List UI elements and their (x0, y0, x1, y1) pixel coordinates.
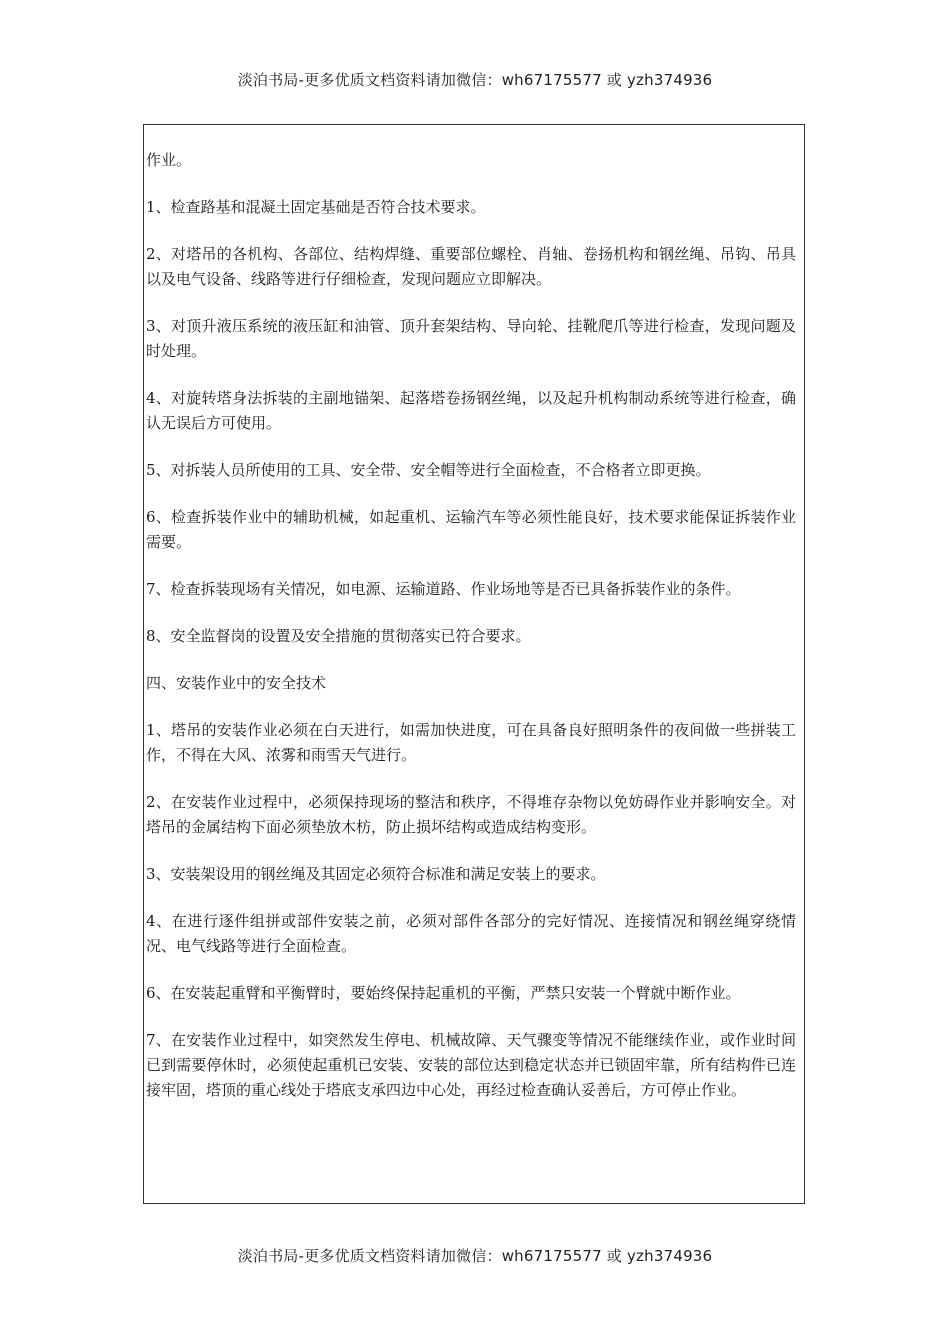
paragraph: 4、对旋转塔身法拆装的主副地锚架、起落塔卷扬钢丝绳，以及起升机构制动系统等进行检查，确认无误后方可使用。 (146, 389, 796, 432)
paragraph-gap (146, 887, 796, 909)
paragraph: 6、在安装起重臂和平衡臂时，要始终保持起重机的平衡，严禁只安装一个臂就中断作业。 (146, 984, 741, 1002)
paragraph-gap (146, 483, 796, 505)
section-heading: 四、安装作业中的安全技术 (146, 674, 327, 692)
paragraph: 3、安装架设用的钢丝绳及其固定必须符合标准和满足安装上的要求。 (146, 865, 606, 883)
paragraph-gap (146, 292, 796, 314)
paragraph-gap (146, 840, 796, 862)
header-banner: 淡泊书局-更多优质文档资料请加微信：wh67175577 或 yzh374936 (237, 71, 713, 89)
paragraph-gap (146, 364, 796, 386)
paragraph: 7、检查拆装现场有关情况，如电源、运输道路、作业场地等是否已具备拆装作业的条件。 (146, 580, 741, 598)
paragraph-gap (146, 220, 796, 242)
paragraph: 2、在安装作业过程中，必须保持现场的整洁和秩序，不得堆存杂物以免妨碍作业并影响安全。对塔吊的金属结构下面必须垫放木枋，防止损坏结构或造成结构变形。 (146, 793, 796, 836)
paragraph-gap (146, 1006, 796, 1028)
paragraph-gap (146, 436, 796, 458)
paragraph-gap (146, 768, 796, 790)
paragraph: 作业。 (146, 151, 192, 169)
footer-banner: 淡泊书局-更多优质文档资料请加微信：wh67175577 或 yzh374936 (237, 1247, 713, 1265)
paragraph-gap (146, 959, 796, 981)
paragraph: 2、对塔吊的各机构、各部位、结构焊缝、重要部位螺栓、肖轴、卷扬机构和钢丝绳、吊钩、吊具以及电气设备、线路等进行仔细检查，发现问题应立即解决。 (146, 245, 796, 288)
paragraph: 7、在安装作业过程中，如突然发生停电、机械故障、天气骤变等情况不能继续作业，或作业时间已到需要停休时，必须使起重机已安装、安装的部位达到稳定状态并已锁固牢靠，所有结构件已连接牢固，塔顶的重心线处于塔底支承四边中心处，再经过检查确认妥善后，方可停止作业。 (146, 1031, 796, 1099)
paragraph-gap (146, 602, 796, 624)
document-body (146, 148, 796, 1103)
paragraph: 4、在进行逐件组拼或部件安装之前，必须对部件各部分的完好情况、连接情况和钢丝绳穿绕情况、电气线路等进行全面检查。 (146, 912, 796, 955)
paragraph: 1、检查路基和混凝土固定基础是否符合技术要求。 (146, 198, 486, 216)
paragraph-gap (146, 173, 796, 195)
paragraph-gap (146, 696, 796, 718)
paragraph-gap (146, 649, 796, 671)
paragraph-gap (146, 555, 796, 577)
paragraph: 6、检查拆装作业中的辅助机械，如起重机、运输汽车等必须性能良好，技术要求能保证拆装作业需要。 (146, 508, 796, 551)
paragraph: 8、安全监督岗的设置及安全措施的贯彻落实已符合要求。 (146, 627, 531, 645)
paragraph: 3、对顶升液压系统的液压缸和油管、顶升套架结构、导向轮、挂靴爬爪等进行检查，发现问题及时处理。 (146, 317, 796, 360)
paragraph: 1、塔吊的安装作业必须在白天进行，如需加快进度，可在具备良好照明条件的夜间做一些拼装工作，不得在大风、浓雾和雨雪天气进行。 (146, 721, 796, 764)
paragraph: 5、对拆装人员所使用的工具、安全带、安全帽等进行全面检查，不合格者立即更换。 (146, 461, 711, 479)
